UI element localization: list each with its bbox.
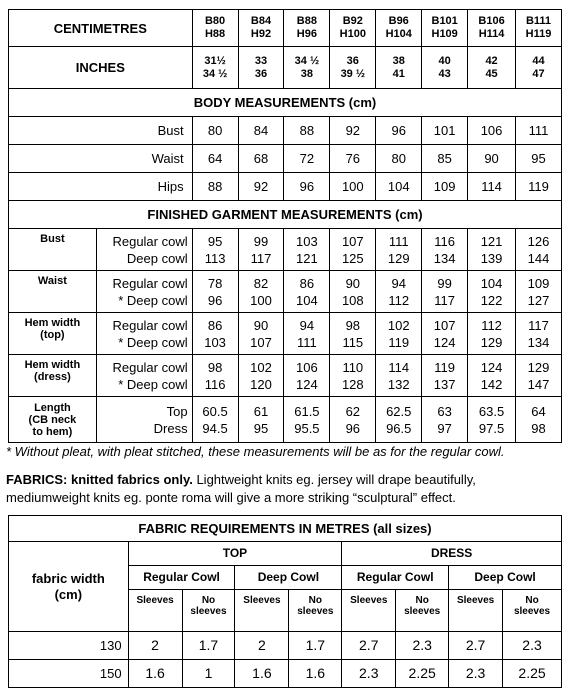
measurement-value: 85 [422,145,468,173]
measurement-value: 111 [516,117,562,145]
garment-value-pair [238,313,284,355]
value-second: 142 [480,376,503,392]
value-second: 97.5 [478,420,505,436]
size-cm-header [516,10,562,47]
line-text: sleeves [513,606,551,617]
line-text: sleeves [404,606,441,617]
garment-measurement-row [9,313,562,355]
size-cm-header [330,10,376,47]
value-first: 109 [527,275,550,291]
line-text: fabric width [31,570,105,586]
garment-measurement-row [9,229,562,271]
value-second: 129 [480,334,503,350]
hip-size: H104 [385,28,412,40]
value-second: 124 [433,334,456,350]
value-second: 132 [387,376,410,392]
garment-value-pair [468,229,516,271]
garment-measurements-title-row [9,201,562,229]
value-second: 115 [342,334,364,350]
garment-value-pair [516,355,562,397]
measurement-value: 106 [468,117,516,145]
garment-value-pair [516,229,562,271]
garment-value-pair [192,229,238,271]
value-second: 103 [204,334,226,350]
value-first: 104 [480,275,503,291]
sleeve-heading [503,590,562,632]
garment-value-pair [376,271,422,313]
hip-inches: 47 [532,67,545,80]
garment-value-pair [422,397,468,443]
value-second: 137 [433,376,456,392]
value-second: 116 [204,376,226,392]
value-first: 94 [299,317,315,333]
value-second: 95 [253,420,269,436]
fabric-amount: 2.3 [342,660,396,688]
garment-value-pair [192,355,238,397]
measurement-value: 92 [238,173,284,201]
garment-measurement-row [9,397,562,443]
value-first: 103 [296,233,318,249]
value-first: 64 [531,403,546,419]
measurement-value: 68 [238,145,284,173]
value-first: 98 [207,359,223,375]
value-first: 111 [388,233,409,249]
value-second: 117 [250,250,272,266]
hip-inches: 45 [485,67,498,80]
sleeve-heading [235,590,289,632]
garment-value-pair [284,355,330,397]
value-first: 63.5 [478,403,505,419]
value-first: 62 [345,403,361,419]
sleeve-heading [449,590,503,632]
measurement-value: 96 [376,117,422,145]
garment-value-pair [468,397,516,443]
body-measurements-title: BODY MEASUREMENTS (cm) [9,89,562,117]
body-measurement-row [9,173,562,201]
measurement-value: 76 [330,145,376,173]
value-first: 119 [434,359,456,375]
garment-value-pair [516,271,562,313]
cowl-label-b: * Deep cowl [118,292,188,308]
fabrics-heading: FABRICS: knitted fabrics only. [6,472,193,487]
line-text: Sleeves [456,595,495,606]
fabric-width-value: 130 [9,632,129,660]
fabric-amount: 2.25 [503,660,562,688]
cowl-type-labels [96,229,192,271]
cowl-label-a: Regular cowl [112,233,188,249]
sleeve-heading [182,590,235,632]
line-text: Sleeves [136,595,174,606]
measurement-value: 88 [284,117,330,145]
bust-inches: 38 [392,54,405,67]
bust-size: B106 [478,15,505,27]
value-first: 114 [388,359,410,375]
bust-inches: 31½ [204,54,226,67]
fabric-requirements-title: FABRIC REQUIREMENTS IN METRES (all sizes) [9,516,562,542]
garment-value-pair [192,313,238,355]
value-second: 96 [207,292,223,308]
garment-value-pair [516,313,562,355]
measurement-value: 84 [238,117,284,145]
line-text: sleeves [297,606,334,617]
fabric-amount: 1.6 [235,660,289,688]
garment-value-pair [330,271,376,313]
value-second: 100 [250,292,272,308]
fabric-amount: 2.3 [449,660,503,688]
value-second: 124 [296,376,318,392]
fabric-amount: 2 [128,632,182,660]
garment-value-pair [330,355,376,397]
value-first: 98 [345,317,361,333]
sizes-cm-row [9,10,562,47]
cowl-type-labels [96,313,192,355]
hip-size: H100 [339,28,366,40]
line-text: (cm) [54,586,83,602]
bust-size: B80 [204,15,226,27]
hip-inches: 34 ½ [202,67,228,80]
fabric-amount: 1.7 [289,632,342,660]
value-second: 97 [437,420,452,436]
garment-value-pair [192,397,238,443]
fabric-amount: 2 [235,632,289,660]
cowl-label-b: Dress [153,420,188,436]
value-first: 124 [480,359,503,375]
size-cm-header [192,10,238,47]
line-text: (top) [40,329,65,341]
value-second: 147 [527,376,550,392]
value-first: 106 [296,359,318,375]
bust-inches: 33 [254,54,268,67]
cowl-label-a: Top [166,403,188,419]
size-chart-table [8,9,562,443]
value-first: 60.5 [202,403,228,419]
line-text: Bust [40,233,65,245]
value-first: 99 [437,275,452,291]
fabric-amount: 1.6 [289,660,342,688]
garment-value-pair [468,355,516,397]
bust-size: B111 [525,15,552,27]
line-text: No [201,595,216,606]
value-second: 144 [527,250,550,266]
hip-inches: 43 [438,67,451,80]
hip-size: H119 [525,28,552,40]
value-second: 94.5 [202,420,228,436]
hip-size: H92 [250,28,272,40]
garment-value-pair [238,229,284,271]
bust-inches: 36 [346,54,359,67]
fabric-amount: 1 [182,660,235,688]
value-second: 117 [434,292,456,308]
garment-row-heading [9,313,97,355]
sleeve-heading [342,590,396,632]
value-second: 125 [341,250,364,266]
fabric-amount: 1.7 [182,632,235,660]
value-first: 129 [527,359,550,375]
fabrics-text-line1: Lightweight knits eg. jersey will drape beautifully, [192,472,476,487]
garment-value-pair [330,313,376,355]
garment-measurement-row [9,355,562,397]
size-cm-header [422,10,468,47]
hip-inches: 36 [254,67,268,80]
value-second: 120 [250,376,272,392]
size-inches-header [422,47,468,89]
garment-value-pair [422,313,468,355]
hip-inches: 39 ½ [340,67,366,80]
value-second: 111 [297,334,317,350]
hip-inches: 41 [392,67,405,80]
fabric-amount: 2.3 [503,632,562,660]
hip-inches: 38 [300,67,314,80]
fabric-requirements-table [8,515,562,688]
value-first: 107 [341,233,364,249]
value-first: 117 [528,317,549,333]
measurement-value: 96 [284,173,330,201]
garment-value-pair [238,271,284,313]
fabric-requirement-row [9,660,562,688]
fabric-amount: 2.3 [396,632,449,660]
measurement-value: 72 [284,145,330,173]
value-first: 121 [480,233,503,249]
value-first: 126 [527,233,550,249]
value-second: 113 [204,250,226,266]
measurement-value: 109 [422,173,468,201]
value-first: 107 [433,317,456,333]
line-text: Hem width [24,317,81,329]
line-text: No [525,595,539,606]
cowl-type-labels [96,397,192,443]
garment-row-heading [9,271,97,313]
cowl-heading: Deep Cowl [235,566,342,590]
garment-group-heading: TOP [128,542,342,566]
cowl-heading: Regular Cowl [342,566,449,590]
garment-value-pair [376,313,422,355]
value-second: 139 [480,250,503,266]
value-first: 86 [207,317,223,333]
garment-value-pair [330,397,376,443]
cowl-heading: Deep Cowl [449,566,562,590]
value-first: 78 [207,275,223,291]
measurement-value: 80 [192,117,238,145]
value-first: 90 [253,317,269,333]
size-inches-header [284,47,330,89]
size-cm-header [376,10,422,47]
value-second: 134 [527,334,550,350]
cowl-type-labels [96,271,192,313]
fabric-amount: 2.7 [342,632,396,660]
garment-value-pair [376,355,422,397]
hip-size: H88 [204,28,226,40]
measurement-value: 119 [516,173,562,201]
value-second: 98 [531,420,546,436]
value-first: 102 [250,359,272,375]
value-first: 102 [387,317,410,333]
value-first: 94 [391,275,406,291]
fabric-group-row [9,542,562,566]
fabrics-text-line2: mediumweight knits eg. ponte roma will give a more striking “sculptural” effect. [6,490,456,505]
measurement-value: 101 [422,117,468,145]
cowl-label-b: * Deep cowl [118,376,188,392]
value-second: 96.5 [386,420,412,436]
size-inches-header [192,47,238,89]
value-first: 112 [481,317,502,333]
bust-size: B101 [431,15,458,27]
centimetres-label: CENTIMETRES [9,10,193,47]
line-text: Sleeves [350,595,388,606]
value-second: 96 [345,420,361,436]
size-inches-header [468,47,516,89]
measurement-label: Hips [9,173,193,201]
line-text: (dress) [34,371,71,383]
value-first: 61 [253,403,269,419]
garment-value-pair [238,397,284,443]
measurement-value: 114 [468,173,516,201]
bust-inches: 42 [485,54,498,67]
garment-value-pair [284,313,330,355]
garment-value-pair [330,229,376,271]
size-inches-header [238,47,284,89]
cowl-type-labels [96,355,192,397]
line-text: Sleeves [243,595,281,606]
body-measurements-title-row [9,89,562,117]
size-inches-header [516,47,562,89]
value-second: 104 [296,292,318,308]
value-second: 112 [388,292,410,308]
bust-size: B92 [342,15,363,27]
value-first: 82 [253,275,269,291]
hip-size: H114 [478,28,505,40]
line-text: (CB neck [28,413,77,426]
measurement-value: 100 [330,173,376,201]
garment-value-pair [284,397,330,443]
body-measurement-row [9,117,562,145]
value-second: 129 [387,250,410,266]
value-first: 61.5 [294,403,320,419]
cowl-label-b: * Deep cowl [118,334,188,350]
measurement-value: 80 [376,145,422,173]
size-cm-header [284,10,330,47]
garment-value-pair [376,229,422,271]
garment-value-pair [422,355,468,397]
size-inches-header [376,47,422,89]
bust-size: B84 [250,15,272,27]
sleeve-heading [128,590,182,632]
garment-value-pair [468,313,516,355]
cowl-label-a: Regular cowl [112,359,188,375]
garment-measurements-title: FINISHED GARMENT MEASUREMENTS (cm) [9,201,562,229]
garment-measurement-row [9,271,562,313]
garment-value-pair [192,271,238,313]
value-first: 99 [253,233,269,249]
value-second: 127 [527,292,550,308]
cowl-heading: Regular Cowl [128,566,235,590]
measurement-value: 95 [516,145,562,173]
fabric-width-label [9,542,129,632]
sizes-inches-row [9,47,562,89]
fabric-width-value: 150 [9,660,129,688]
garment-value-pair [468,271,516,313]
measurement-label: Bust [9,117,193,145]
size-cm-header [238,10,284,47]
size-cm-header [468,10,516,47]
line-text: Waist [37,275,67,287]
garment-row-heading [9,355,97,397]
line-text: to hem) [32,425,73,438]
line-text: No [308,595,322,606]
value-second: 122 [480,292,503,308]
line-text: No [415,595,429,606]
value-first: 90 [345,275,361,291]
value-first: 116 [434,233,456,249]
value-first: 95 [207,233,223,249]
measurement-value: 104 [376,173,422,201]
garment-group-heading: DRESS [342,542,562,566]
cowl-label-b: Deep cowl [126,250,188,266]
value-second: 121 [296,250,318,266]
inches-label: INCHES [9,47,193,89]
measurement-label: Waist [9,145,193,173]
hip-size: H109 [431,28,458,40]
bust-size: B96 [388,15,409,27]
size-inches-header [330,47,376,89]
fabrics-paragraph [6,471,566,507]
garment-value-pair [516,397,562,443]
sleeve-heading [289,590,342,632]
bust-inches: 40 [438,54,451,67]
line-text: Hem width [24,359,81,371]
body-measurement-row [9,145,562,173]
value-second: 108 [341,292,364,308]
bust-inches: 44 [532,54,545,67]
deep-cowl-footnote: * Without pleat, with pleat stitched, these measurements will be as for the regular cowl. [6,444,505,459]
garment-row-heading [9,397,97,443]
measurement-value: 64 [192,145,238,173]
measurement-value: 90 [468,145,516,173]
measurement-value: 92 [330,117,376,145]
garment-value-pair [376,397,422,443]
sleeve-heading [396,590,449,632]
fabric-requirement-row [9,632,562,660]
bust-inches: 34 ½ [294,54,320,67]
cowl-label-a: Regular cowl [112,275,188,291]
line-text: sleeves [190,606,227,617]
line-text: Length [34,401,71,414]
value-first: 63 [437,403,452,419]
garment-value-pair [284,271,330,313]
fabric-title-row [9,516,562,542]
garment-row-heading [9,229,97,271]
value-first: 110 [342,359,364,375]
value-second: 107 [250,334,272,350]
garment-value-pair [422,229,468,271]
value-second: 134 [433,250,456,266]
fabric-amount: 1.6 [128,660,182,688]
garment-value-pair [422,271,468,313]
measurement-value: 88 [192,173,238,201]
fabric-amount: 2.7 [449,632,503,660]
bust-size: B88 [296,15,317,27]
garment-value-pair [238,355,284,397]
garment-value-pair [284,229,330,271]
value-second: 95.5 [294,420,320,436]
fabric-amount: 2.25 [396,660,449,688]
value-second: 128 [341,376,364,392]
hip-size: H96 [296,28,317,40]
value-first: 62.5 [386,403,412,419]
value-second: 119 [388,334,410,350]
value-first: 86 [299,275,315,291]
cowl-label-a: Regular cowl [112,317,188,333]
